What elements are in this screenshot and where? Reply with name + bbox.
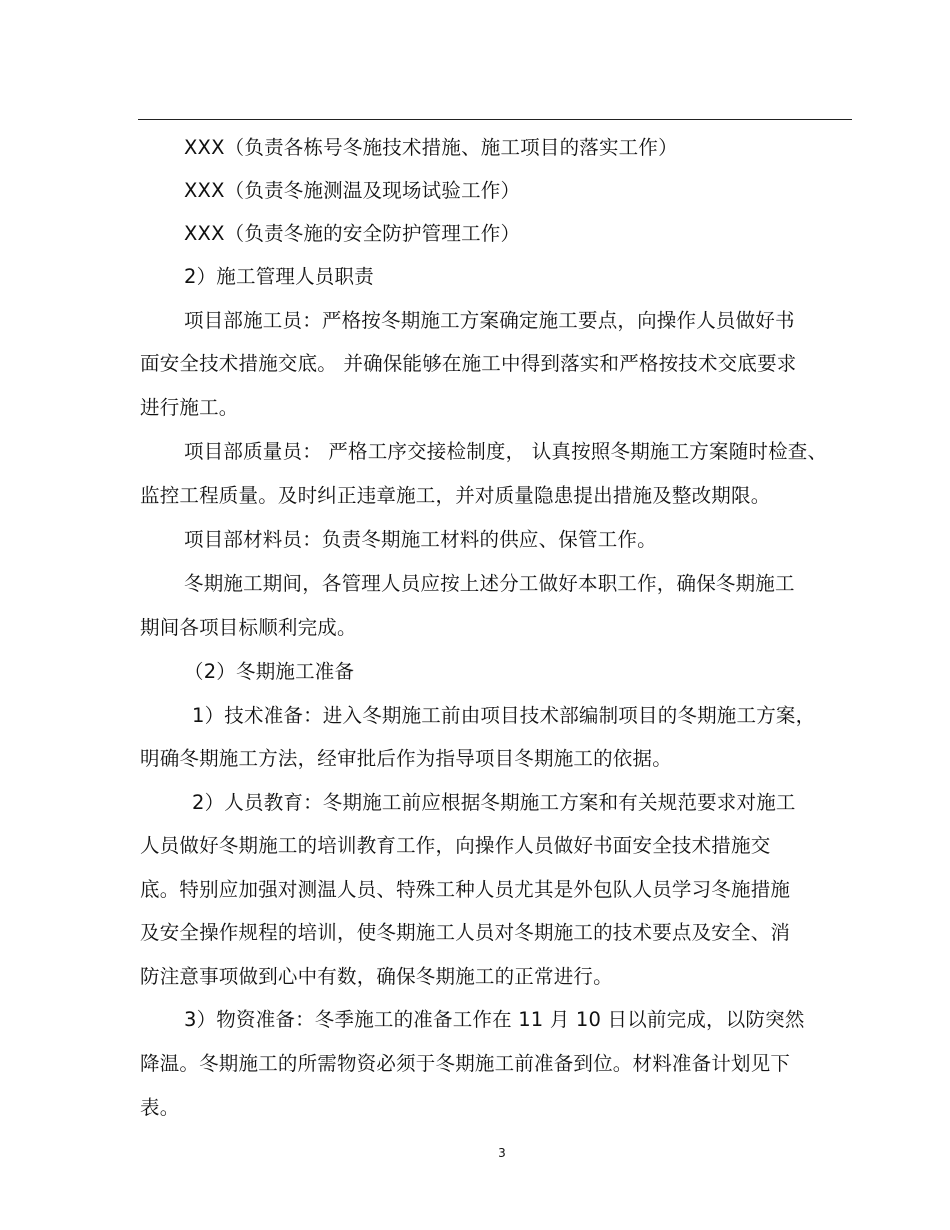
text-line-17: 人员做好冬期施工的培训教育工作，向操作人员做好书面安全技术措施交	[140, 834, 771, 857]
text-line-13: （2）冬期施工准备	[184, 660, 355, 683]
text-line-22: 降温。冬期施工的所需物资必须于冬期施工前准备到位。材料准备计划见下	[140, 1052, 791, 1075]
text-line-21: 3）物资准备：冬季施工的准备工作在 11 月 10 日以前完成，以防突然	[184, 1008, 805, 1031]
text-line-12: 期间各项目标顺利完成。	[140, 616, 357, 639]
text-line-14: 1）技术准备：进入冬期施工前由项目技术部编制项目的冬期施工方案，	[192, 704, 816, 727]
page-number: 3	[498, 1146, 506, 1160]
text-line-8: 项目部质量员： 严格工序交接检制度， 认真按照冬期施工方案随时检查、	[184, 440, 828, 463]
text-line-7: 进行施工。	[140, 396, 239, 419]
text-line-19: 及安全操作规程的培训，使冬期施工人员对冬期施工的技术要点及安全、消	[140, 921, 791, 944]
text-line-6: 面安全技术措施交底。 并确保能够在施工中得到落实和严格按技术交底要求	[140, 352, 797, 375]
text-line-20: 防注意事项做到心中有数，确保冬期施工的正常进行。	[140, 965, 613, 988]
text-line-3: XXX（负责冬施的安全防护管理工作）	[184, 222, 521, 245]
text-line-16: 2）人员教育：冬期施工前应根据冬期施工方案和有关规范要求对施工	[192, 791, 796, 814]
text-line-23: 表。	[140, 1096, 180, 1119]
header-rule	[138, 119, 852, 120]
text-line-9: 监控工程质量。及时纠正违章施工，并对质量隐患提出措施及整改期限。	[140, 484, 771, 507]
text-line-5: 项目部施工员：严格按冬期施工方案确定施工要点，向操作人员做好书	[184, 309, 795, 332]
text-line-4: 2）施工管理人员职责	[184, 265, 374, 288]
text-line-18: 底。特别应加强对测温人员、特殊工种人员尤其是外包队人员学习冬施措施	[140, 878, 791, 901]
text-line-15: 明确冬期施工方法，经审批后作为指导项目冬期施工的依据。	[140, 747, 672, 770]
text-line-10: 项目部材料员：负责冬期施工材料的供应、保管工作。	[184, 528, 657, 551]
text-line-2: XXX（负责冬施测温及现场试验工作）	[184, 179, 521, 202]
text-line-11: 冬期施工期间，各管理人员应按上述分工做好本职工作，确保冬期施工	[184, 572, 795, 595]
text-line-1: XXX（负责各栋号冬施技术措施、施工项目的落实工作）	[184, 136, 678, 159]
